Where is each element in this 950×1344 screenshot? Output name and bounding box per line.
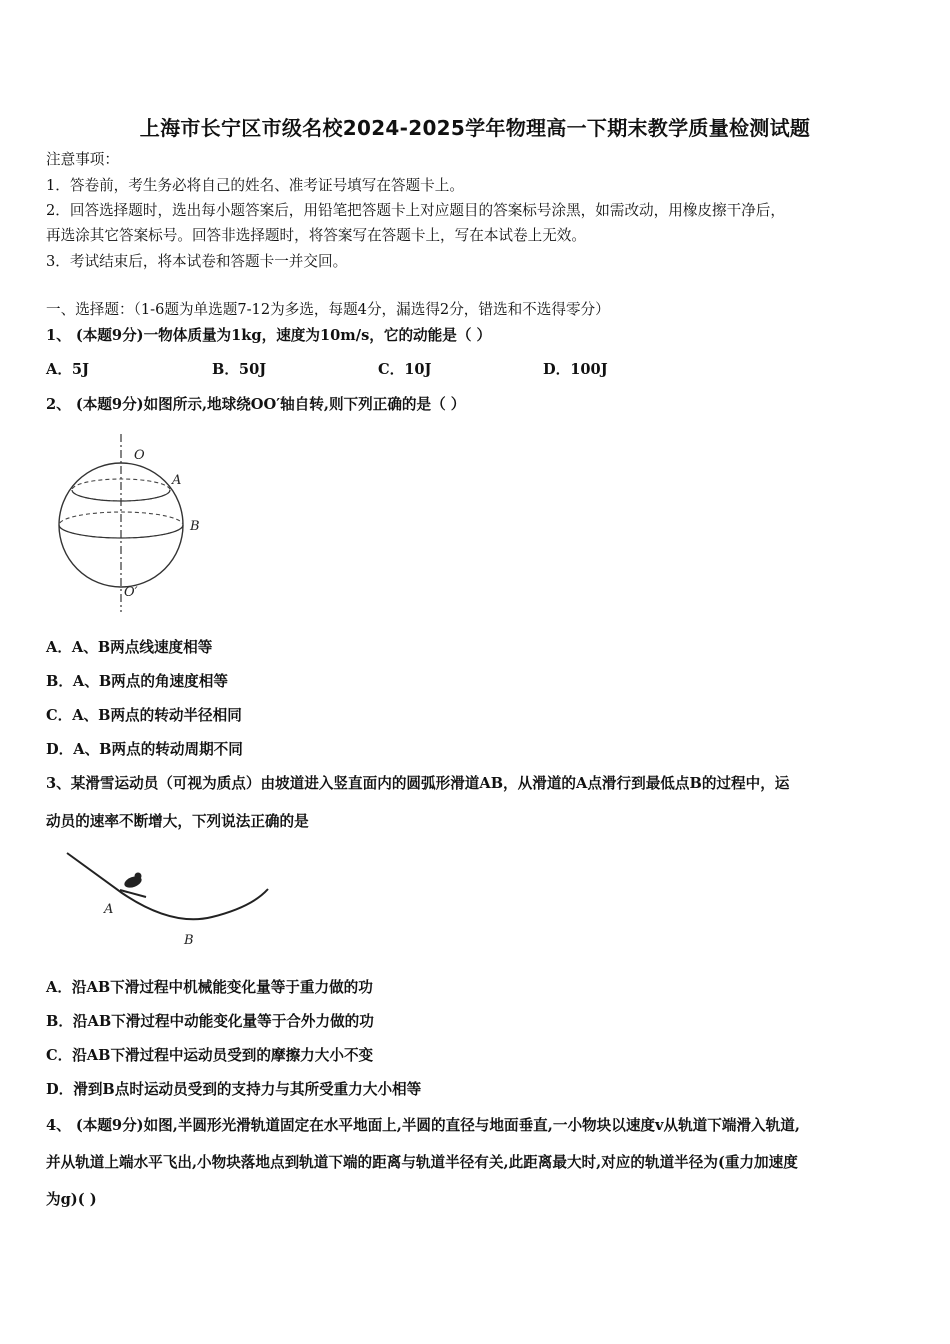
section-heading: 一、选择题：（1-6题为单选题7-12为多选，每题4分，漏选得2分，错选和不选得零分） — [46, 301, 610, 318]
q2-stem: 2、 (本题9分)如图所示,地球绕OO′轴自转,则下列正确的是（ ） — [46, 396, 466, 413]
q2-option-b: B．A、B两点的角速度相等 — [46, 673, 228, 690]
q4-stem-line1: 4、 (本题9分)如图,半圆形光滑轨道固定在水平地面上,半圆的直径与地面垂直,一小物块以速度v从轨道下端滑入轨道, — [46, 1117, 800, 1134]
earth-rotation-figure — [52, 432, 212, 617]
label-b: B — [184, 933, 194, 948]
label-a: A — [104, 902, 114, 917]
notice-item: 3．考试结束后，将本试卷和答题卡一并交回。 — [46, 253, 348, 270]
notice-heading: 注意事项： — [46, 151, 119, 168]
q4-stem-line2: 并从轨道上端水平飞出,小物块落地点到轨道下端的距离与轨道半径有关,此距离最大时,对应的轨道半径为(重力加速度 — [46, 1154, 798, 1171]
q2-option-d: D．A、B两点的转动周期不同 — [46, 741, 243, 758]
notice-item: 2．回答选择题时，选出每小题答案后，用铅笔把答题卡上对应题目的答案标号涂黑，如需改动，用橡皮擦干净后， — [46, 202, 785, 219]
q3-option-a: A．沿AB下滑过程中机械能变化量等于重力做的功 — [46, 979, 373, 996]
label-o: O — [134, 448, 145, 463]
notice-item: 再选涂其它答案标号。回答非选择题时，将答案写在答题卡上，写在本试卷上无效。 — [46, 227, 586, 244]
q3-option-c: C．沿AB下滑过程中运动员受到的摩擦力大小不变 — [46, 1047, 374, 1064]
q4-stem-line3: 为g)( ) — [46, 1191, 97, 1208]
ski-track-figure — [62, 845, 292, 955]
label-b: B — [190, 519, 200, 534]
q3-stem-line1: 3、某滑雪运动员（可视为质点）由坡道进入竖直面内的圆弧形滑道AB，从滑道的A点滑行到最低点B的过程中，运 — [46, 775, 790, 792]
q2-option-c: C．A、B两点的转动半径相同 — [46, 707, 242, 724]
label-o-prime: O′ — [124, 585, 138, 600]
q3-option-b: B．沿AB下滑过程中动能变化量等于合外力做的功 — [46, 1013, 374, 1030]
q1-stem: 1、 (本题9分)一物体质量为1kg，速度为10m/s，它的动能是（ ） — [46, 327, 492, 344]
q1-option-a: A．5J — [46, 361, 89, 378]
q1-option-c: C．10J — [378, 361, 432, 378]
label-a: A — [172, 473, 182, 488]
q1-option-d: D．100J — [543, 361, 608, 378]
q2-option-a: A．A、B两点线速度相等 — [46, 639, 213, 656]
q3-option-d: D．滑到B点时运动员受到的支持力与其所受重力大小相等 — [46, 1081, 422, 1098]
notice-item: 1．答卷前，考生务必将自己的姓名、准考证号填写在答题卡上。 — [46, 177, 464, 194]
q3-stem-line2: 动员的速率不断增大，下列说法正确的是 — [46, 813, 309, 830]
ski-track — [67, 853, 268, 919]
exam-title: 上海市长宁区市级名校2024-2025学年物理高一下期末教学质量检测试题 — [139, 116, 811, 140]
q1-option-b: B．50J — [212, 361, 267, 378]
